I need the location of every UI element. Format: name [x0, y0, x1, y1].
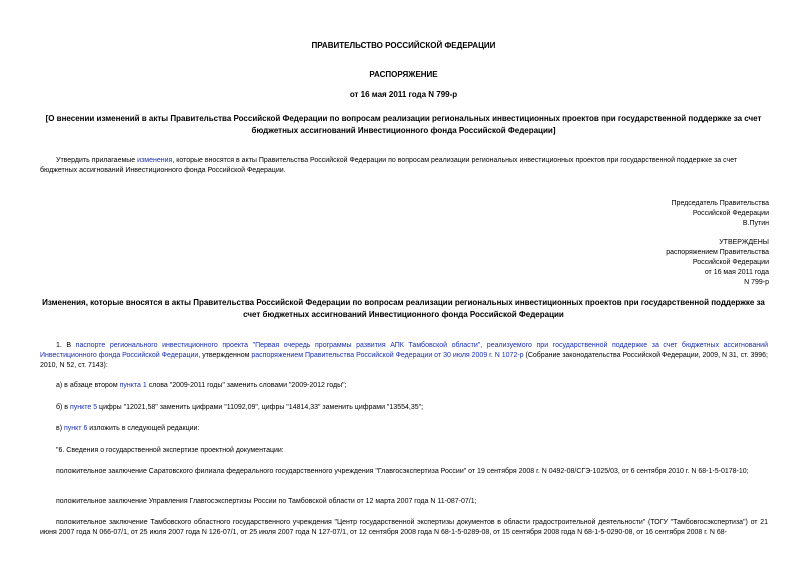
- project-passport-link[interactable]: паспорте регионального инвестиционного проекта "Первая очередь программы развития АПК Тамбовской области", реализуемого при государственной поддержке за счет бюджетных ассигнований Инвестиционного фонда Российской Федерации: [40, 342, 768, 359]
- item-a-link[interactable]: пункта 1: [119, 382, 147, 389]
- quote-6-heading: "6. Сведения о государственной экспертизе проектной документации:: [56, 447, 284, 454]
- item-v-before: в): [56, 425, 64, 432]
- approved-line-3: Российской Федерации: [692, 259, 769, 266]
- item-b-before: б) в: [56, 404, 70, 411]
- header-doc-type: РАСПОРЯЖЕНИЕ: [369, 70, 438, 79]
- item-a: [40, 381, 768, 391]
- intro-text-before: Утвердить прилагаемые: [56, 157, 138, 164]
- signature-block: [672, 199, 769, 229]
- item-1-number: 1. В: [56, 342, 76, 349]
- approved-line-2: распоряжением Правительства: [666, 249, 769, 256]
- approved-block: [666, 238, 769, 288]
- document-title: [О внесении изменений в акты Правительства Российской Федерации по вопросам реализации региональных инвестиционных проектов при государственной поддержке за счет бюджетных ассигнований Инвестиционного фонда Российской Федерации]: [45, 114, 762, 135]
- changes-title: Изменения, которые вносятся в акты Правительства Российской Федерации по вопросам реализации региональных инвестиционных проектов при государственной поддержке за счет бюджетных ассигнований Инвестиционного фонда Российской Федерации: [42, 298, 765, 319]
- item-1-after: (Собрание законодательства Российской Федерации, 2009, N 31, ст. 3996; 2010, N 52, ст. 7143):: [40, 352, 768, 369]
- expertise-paragraph-3: положительное заключение Тамбовского областного государственного учреждения "Центр государственной экспертизы документов в области градостроительной деятельности" (ТОГУ "Тамбовгосэкспертиза") от 21 июня 2007 года N 066-07/1, от 25 июля 2007 года N 126-07/1, от 25 июля 2007 года N 127-07/1, от 12 сентября 2008 года N 68-1-5-0289-08, от 15 сентября 2008 года N 68-1-5-0290-08, от 16 сентября 2008 г. N 68-: [40, 519, 768, 536]
- approved-line-5: N 799-р: [744, 279, 769, 286]
- signature-line-1: Председатель Правительства: [671, 200, 769, 207]
- item-a-after: слова "2009-2011 годы" заменить словами "2009-2012 годы";: [146, 382, 347, 389]
- order-1072-link[interactable]: распоряжением Правительства Российской Федерации от 30 июля 2009 г. N 1072-р: [251, 352, 524, 359]
- intro-changes-link[interactable]: изменения: [137, 157, 173, 164]
- item-b-link[interactable]: пункте 5: [69, 404, 98, 411]
- approved-line-1: УТВЕРЖДЕНЫ: [719, 239, 769, 246]
- header-date-number: от 16 мая 2011 года N 799-р: [349, 90, 458, 99]
- intro-text-after: , которые вносятся в акты Правительства Российской Федерации по вопросам реализации региональных инвестиционных проектов при государственной поддержке за счет бюджетных ассигнований Инвестиционного фонда Российской Федерации.: [40, 157, 738, 174]
- intro-paragraph: [40, 156, 768, 176]
- header-government: ПРАВИТЕЛЬСТВО РОССИЙСКОЙ ФЕДЕРАЦИИ: [311, 41, 496, 50]
- expertise-paragraph-1: положительное заключение Саратовского филиала федерального государственного учреждения "Главгосэкспертиза России" от 19 сентября 2008 г. N 0492-08/СГЭ-1025/03, от 6 сентября 2010 г. N 68-1-5-0178-10;: [56, 468, 749, 475]
- item-a-before: а) в абзаце втором: [56, 382, 120, 389]
- item-v-after: изложить в следующей редакции:: [87, 425, 200, 432]
- item-1-mid: , утвержденном: [198, 352, 252, 359]
- item-b-after: цифры "12021,58" заменить цифрами "11092,09", цифры "14814,33" заменить цифрами "13554,35";: [97, 404, 424, 411]
- approved-line-4: от 16 мая 2011 года: [704, 269, 769, 276]
- item-v: [40, 424, 768, 434]
- signature-line-2: Российской Федерации: [692, 210, 769, 217]
- item-v-link[interactable]: пункт 6: [64, 425, 88, 432]
- item-1: [40, 341, 768, 371]
- signature-line-3: В.Путин: [742, 220, 769, 227]
- item-b: [40, 403, 768, 413]
- expertise-paragraph-2: положительное заключение Управления Главгосэкспертизы России по Тамбовской области от 12 марта 2007 года N 11-087-07/1;: [56, 498, 477, 505]
